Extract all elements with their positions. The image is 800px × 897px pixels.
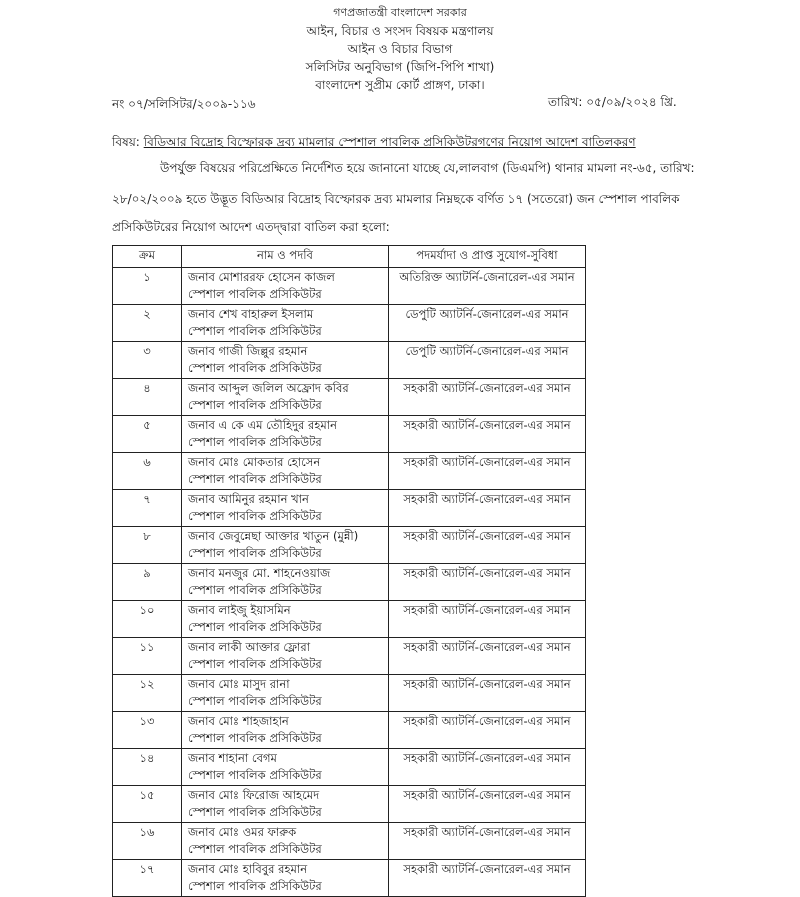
name-cell bbox=[182, 490, 389, 527]
table-row bbox=[113, 638, 586, 675]
table-row bbox=[113, 712, 586, 749]
person-title: স্পেশাল পাবলিক প্রসিকিউটর bbox=[188, 583, 322, 597]
person-name: জনাব আব্দুল জলিল অফ্রোদ কবির bbox=[188, 381, 349, 395]
table-row bbox=[113, 268, 586, 305]
name-cell bbox=[182, 379, 389, 416]
name-cell bbox=[182, 675, 389, 712]
serial-cell: ১০ bbox=[113, 601, 182, 638]
serial-cell: ১৫ bbox=[113, 786, 182, 823]
person-name: জনাব মোঃ মাসুদ রানা bbox=[188, 677, 290, 691]
name-cell bbox=[182, 786, 389, 823]
person-title: স্পেশাল পাবলিক প্রসিকিউটর bbox=[188, 509, 322, 523]
name-cell bbox=[182, 823, 389, 860]
subject-label: বিষয়: bbox=[112, 135, 140, 149]
rank-cell: সহকারী অ্যাটর্নি-জেনারেল-এর সমান bbox=[389, 675, 586, 712]
person-title: স্পেশাল পাবলিক প্রসিকিউটর bbox=[188, 620, 322, 634]
name-cell bbox=[182, 453, 389, 490]
serial-cell: ১৪ bbox=[113, 749, 182, 786]
rank-cell: ডেপুটি অ্যাটর্নি-জেনারেল-এর সমান bbox=[389, 342, 586, 379]
person-title: স্পেশাল পাবলিক প্রসিকিউটর bbox=[188, 287, 322, 301]
rank-cell: সহকারী অ্যাটর্নি-জেনারেল-এর সমান bbox=[389, 749, 586, 786]
subject-line bbox=[112, 134, 636, 154]
division-name: আইন ও বিচার বিভাগ bbox=[347, 42, 453, 56]
table-row bbox=[113, 379, 586, 416]
person-title: স্পেশাল পাবলিক প্রসিকিউটর bbox=[188, 435, 322, 449]
person-name: জনাব মোশাররফ হোসেন কাজল bbox=[188, 270, 335, 284]
name-cell bbox=[182, 342, 389, 379]
person-name: জনাব গাজী জিল্লুর রহমান bbox=[188, 344, 308, 358]
column-header-name: নাম ও পদবি bbox=[182, 246, 389, 268]
table-row bbox=[113, 416, 586, 453]
table-row bbox=[113, 601, 586, 638]
rank-cell: সহকারী অ্যাটর্নি-জেনারেল-এর সমান bbox=[389, 490, 586, 527]
body-line-3: প্রসিকিউটরের নিয়োগ আদেশ এতদ্দ্বারা বাতিল করা হলো: bbox=[112, 220, 390, 234]
serial-cell: ২ bbox=[113, 305, 182, 342]
subject-text: বিডিআর বিদ্রোহ বিস্ফোরক দ্রব্য মামলার স্পেশাল পাবলিক প্রসিকিউটরগণের নিয়োগ আদেশ বাতিলকরণ bbox=[143, 135, 636, 149]
rank-cell: সহকারী অ্যাটর্নি-জেনারেল-এর সমান bbox=[389, 601, 586, 638]
body-line-1: উপর্যুক্ত বিষয়ের পরিপ্রেক্ষিতে নির্দেশিত হয়ে জানানো যাচ্ছে যে,লালবাগ (ডিএমপি) থানার মামলা নং-৬৫, তারিখ: bbox=[160, 161, 695, 175]
table-body bbox=[113, 268, 586, 897]
person-title: স্পেশাল পাবলিক প্রসিকিউটর bbox=[188, 472, 322, 486]
table-row bbox=[113, 527, 586, 564]
government-name: গণপ্রজাতন্ত্রী বাংলাদেশ সরকার bbox=[333, 6, 467, 19]
name-cell bbox=[182, 564, 389, 601]
serial-cell: ১৬ bbox=[113, 823, 182, 860]
rank-cell: সহকারী অ্যাটর্নি-জেনারেল-এর সমান bbox=[389, 379, 586, 416]
serial-cell: ৯ bbox=[113, 564, 182, 601]
table-row bbox=[113, 453, 586, 490]
name-cell bbox=[182, 749, 389, 786]
wing-name: সলিসিটর অনুবিভাগ (জিপি-পিপি শাখা) bbox=[305, 60, 495, 74]
name-cell bbox=[182, 268, 389, 305]
table-row bbox=[113, 786, 586, 823]
person-name: জনাব মনজুর মো. শাহনেওয়াজ bbox=[188, 566, 331, 580]
ministry-name: আইন, বিচার ও সংসদ বিষয়ক মন্ত্রণালয় bbox=[306, 24, 494, 38]
table-row bbox=[113, 490, 586, 527]
table-row bbox=[113, 342, 586, 379]
table-row bbox=[113, 823, 586, 860]
person-name: জনাব জেবুন্নেছা আক্তার খাতুন (মুন্নী) bbox=[188, 529, 359, 543]
person-name: জনাব মোঃ ওমর ফারুক bbox=[188, 825, 297, 839]
serial-cell: ১৩ bbox=[113, 712, 182, 749]
person-name: জনাব মোঃ ফিরোজ আহমেদ bbox=[188, 788, 320, 802]
name-cell bbox=[182, 527, 389, 564]
person-title: স্পেশাল পাবলিক প্রসিকিউটর bbox=[188, 842, 322, 856]
name-cell bbox=[182, 712, 389, 749]
serial-cell: ৮ bbox=[113, 527, 182, 564]
serial-cell: ১৭ bbox=[113, 860, 182, 897]
name-cell bbox=[182, 601, 389, 638]
person-title: স্পেশাল পাবলিক প্রসিকিউটর bbox=[188, 398, 322, 412]
name-cell bbox=[182, 638, 389, 675]
person-title: স্পেশাল পাবলিক প্রসিকিউটর bbox=[188, 805, 322, 819]
person-title: স্পেশাল পাবলিক প্রসিকিউটর bbox=[188, 694, 322, 708]
rank-cell: সহকারী অ্যাটর্নি-জেনারেল-এর সমান bbox=[389, 638, 586, 675]
rank-cell: সহকারী অ্যাটর্নি-জেনারেল-এর সমান bbox=[389, 712, 586, 749]
office-address: বাংলাদেশ সুপ্রীম কোর্ট প্রাঙ্গণ, ঢাকা। bbox=[315, 78, 485, 92]
person-title: স্পেশাল পাবলিক প্রসিকিউটর bbox=[188, 879, 322, 893]
name-cell bbox=[182, 860, 389, 897]
person-name: জনাব লাকী আক্তার ফ্লোরা bbox=[188, 640, 311, 654]
person-title: স্পেশাল পাবলিক প্রসিকিউটর bbox=[188, 546, 322, 560]
person-name: জনাব এ কে এম তৌহিদুর রহমান bbox=[188, 418, 337, 432]
name-cell bbox=[182, 305, 389, 342]
serial-cell: ৩ bbox=[113, 342, 182, 379]
person-name: জনাব মোঃ হাবিবুর রহমান bbox=[188, 862, 308, 876]
person-title: স্পেশাল পাবলিক প্রসিকিউটর bbox=[188, 324, 322, 338]
table-row bbox=[113, 675, 586, 712]
column-header-serial: ক্রম bbox=[113, 246, 182, 268]
person-name: জনাব মোঃ মোকতার হোসেন bbox=[188, 455, 321, 469]
person-name: জনাব আমিনুর রহমান খান bbox=[188, 492, 309, 506]
serial-cell: ৬ bbox=[113, 453, 182, 490]
name-cell bbox=[182, 416, 389, 453]
person-title: স্পেশাল পাবলিক প্রসিকিউটর bbox=[188, 361, 322, 375]
memo-number: নং ০৭/সলিসিটর/২০০৯-১১৬ bbox=[112, 97, 256, 111]
rank-cell: সহকারী অ্যাটর্নি-জেনারেল-এর সমান bbox=[389, 527, 586, 564]
rank-cell: সহকারী অ্যাটর্নি-জেনারেল-এর সমান bbox=[389, 860, 586, 897]
rank-cell: সহকারী অ্যাটর্নি-জেনারেল-এর সমান bbox=[389, 453, 586, 490]
rank-cell: সহকারী অ্যাটর্নি-জেনারেল-এর সমান bbox=[389, 564, 586, 601]
person-name: জনাব লাইজু ইয়াসমিন bbox=[188, 603, 291, 617]
table-row bbox=[113, 749, 586, 786]
table-row bbox=[113, 305, 586, 342]
table-header-row bbox=[113, 246, 586, 268]
prosecutor-table bbox=[112, 245, 586, 897]
rank-cell: সহকারী অ্যাটর্নি-জেনারেল-এর সমান bbox=[389, 786, 586, 823]
person-name: জনাব মোঃ শাহজাহান bbox=[188, 714, 289, 728]
serial-cell: ১১ bbox=[113, 638, 182, 675]
person-title: স্পেশাল পাবলিক প্রসিকিউটর bbox=[188, 657, 322, 671]
person-title: স্পেশাল পাবলিক প্রসিকিউটর bbox=[188, 731, 322, 745]
serial-cell: ৭ bbox=[113, 490, 182, 527]
rank-cell: সহকারী অ্যাটর্নি-জেনারেল-এর সমান bbox=[389, 416, 586, 453]
memo-date: তারিখ: ০৫/০৯/২০২৪ খ্রি. bbox=[548, 95, 677, 109]
serial-cell: ৫ bbox=[113, 416, 182, 453]
person-title: স্পেশাল পাবলিক প্রসিকিউটর bbox=[188, 768, 322, 782]
rank-cell: সহকারী অ্যাটর্নি-জেনারেল-এর সমান bbox=[389, 823, 586, 860]
table-row bbox=[113, 564, 586, 601]
person-name: জনাব শাহানা বেগম bbox=[188, 751, 277, 765]
table-row bbox=[113, 860, 586, 897]
serial-cell: ৪ bbox=[113, 379, 182, 416]
serial-cell: ১২ bbox=[113, 675, 182, 712]
rank-cell: অতিরিক্ত অ্যাটর্নি-জেনারেল-এর সমান bbox=[389, 268, 586, 305]
person-name: জনাব শেখ বাহারুল ইসলাম bbox=[188, 307, 314, 321]
column-header-rank: পদমর্যাদা ও প্রাপ্ত সুযোগ-সুবিধা bbox=[389, 246, 586, 268]
rank-cell: ডেপুটি অ্যাটর্নি-জেনারেল-এর সমান bbox=[389, 305, 586, 342]
serial-cell: ১ bbox=[113, 268, 182, 305]
body-line-2: ২৮/০২/২০০৯ হতে উদ্ভূত বিডিআর বিদ্রোহ বিস্ফোরক দ্রব্য মামলার নিম্নছকে বর্ণিত ১৭ (সতেরো) জন স্পেশাল পাবলিক bbox=[112, 192, 680, 206]
